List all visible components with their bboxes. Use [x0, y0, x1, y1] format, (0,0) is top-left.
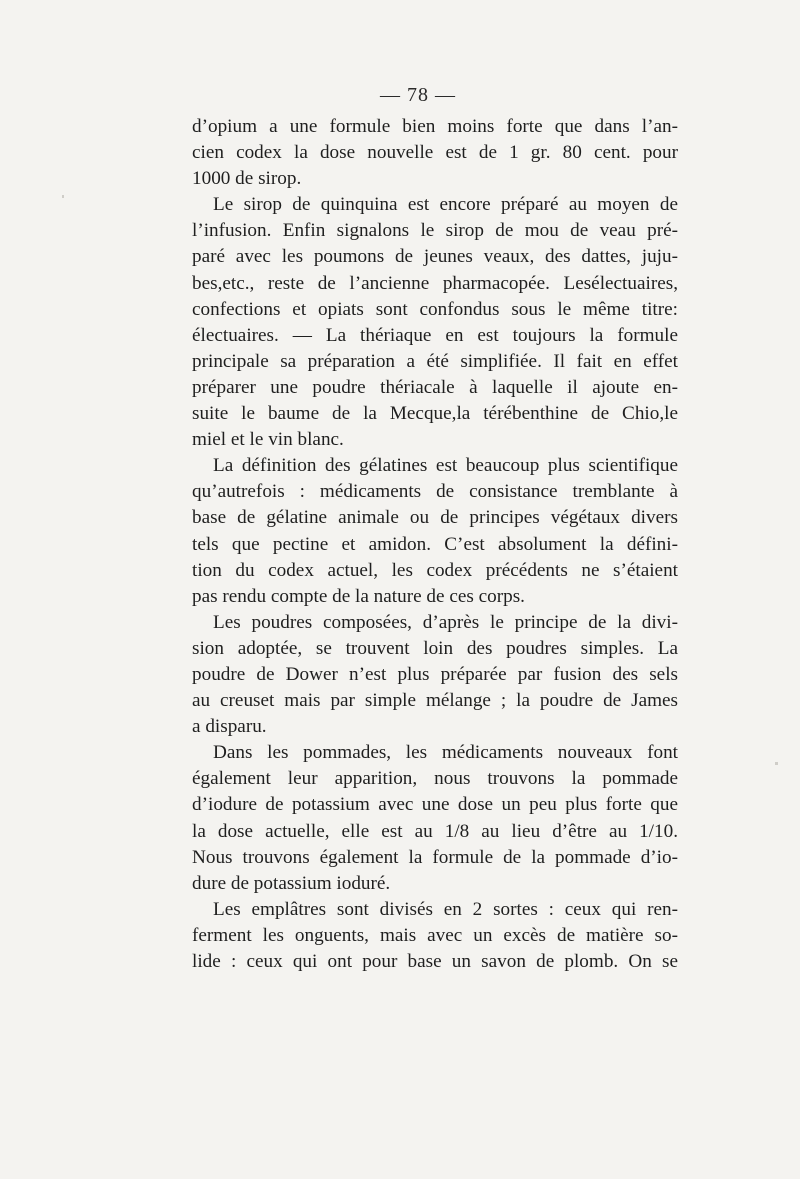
text-line: préparer une poudre thériacale à laquelle il ajoute en-: [192, 376, 678, 398]
text-line: paré avec les poumons de jeunes veaux, des dattes, juju-: [192, 246, 678, 268]
text-line: la dose actuelle, elle est au 1/8 au lieu d’être au 1/10.: [192, 820, 678, 842]
text-line: base de gélatine animale ou de principes végétaux divers: [192, 507, 678, 529]
text-line: a disparu.: [192, 716, 267, 738]
text-line: suite le baume de la Mecque,la térébenthine de Chio,le: [192, 403, 678, 425]
text-line: Les poudres composées, d’après le principe de la divi-: [213, 611, 678, 633]
text-line: bes,etc., reste de l’ancienne pharmacopée. Lesélectuaires,: [192, 272, 678, 294]
text-line: d’iodure de potassium avec une dose un peu plus forte que: [192, 794, 678, 816]
body-text: [192, 114, 678, 975]
text-line: ferment les onguents, mais avec un excès de matière so-: [192, 924, 678, 946]
text-line: pas rendu compte de la nature de ces corps.: [192, 585, 525, 607]
text-line: Les emplâtres sont divisés en 2 sortes : ceux qui ren-: [213, 898, 678, 920]
text-line: cien codex la dose nouvelle est de 1 gr. 80 cent. pour: [192, 142, 678, 164]
text-line: confections et opiats sont confondus sous le même titre:: [192, 298, 678, 320]
text-line: La définition des gélatines est beaucoup plus scientifique: [213, 455, 678, 477]
text-line: sion adoptée, se trouvent loin des poudres simples. La: [192, 637, 678, 659]
text-line: lide : ceux qui ont pour base un savon de plomb. On se: [192, 951, 678, 972]
text-line: 1000 de sirop.: [192, 168, 302, 190]
text-line: électuaires. — La thériaque en est toujours la formule: [192, 324, 678, 346]
text-line: au creuset mais par simple mélange ; la poudre de James: [192, 690, 678, 712]
text-line: tion du codex actuel, les codex précédents ne s’étaient: [192, 559, 678, 581]
text-line: Dans les pommades, les médicaments nouveaux font: [213, 742, 678, 764]
text-line: qu’autrefois : médicaments de consistance tremblante à: [192, 481, 678, 503]
text-line: tels que pectine et amidon. C’est absolument la défini-: [192, 533, 678, 555]
text-line: Le sirop de quinquina est encore préparé au moyen de: [213, 194, 678, 216]
text-line: principale sa préparation a été simplifiée. Il fait en effet: [192, 350, 678, 372]
page-number: — 78 —: [380, 84, 456, 106]
text-line: dure de potassium ioduré.: [192, 872, 391, 894]
scan-speck: [775, 762, 778, 765]
scan-speck: [62, 195, 64, 198]
text-line: l’infusion. Enfin signalons le sirop de mou de veau pré-: [192, 220, 678, 242]
text-line: Nous trouvons également la formule de la pommade d’io-: [192, 846, 678, 868]
text-line: d’opium a une formule bien moins forte que dans l’an-: [192, 116, 678, 137]
text-line: également leur apparition, nous trouvons la pommade: [192, 768, 678, 790]
text-line: miel et le vin blanc.: [192, 429, 344, 451]
text-line: poudre de Dower n’est plus préparée par fusion des sels: [192, 663, 678, 685]
